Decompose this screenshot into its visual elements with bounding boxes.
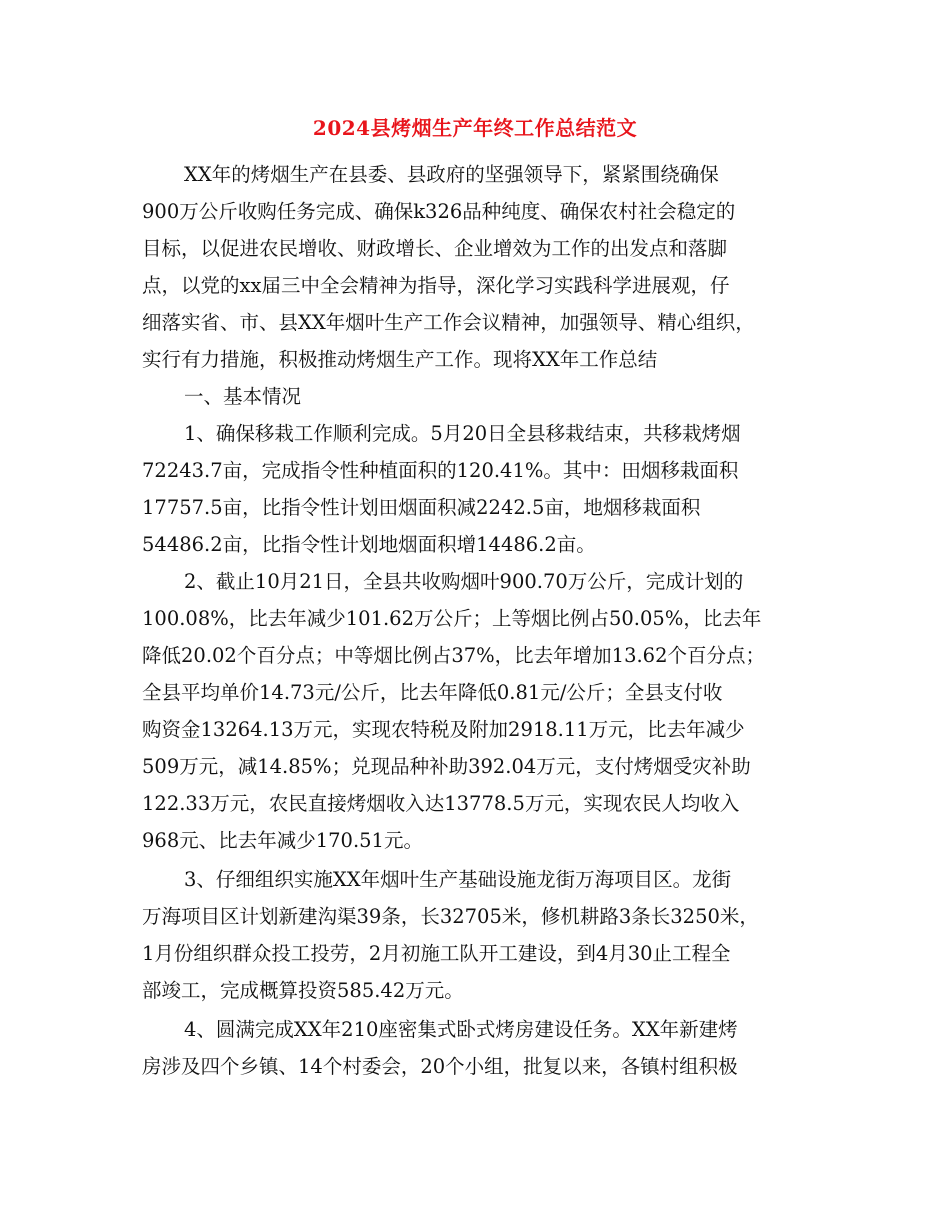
item-1-line-3: 17757.5亩，比指令性计划田烟面积减2242.5亩，地烟移栽面积 <box>142 496 701 519</box>
item-2-line-7: 122.33万元，农民直接烤烟收入达13778.5万元，实现农民人均收入 <box>142 792 740 815</box>
section-heading-basic-situation: 一、基本情况 <box>184 385 302 408</box>
item-3-line-4: 部竣工，完成概算投资585.42万元。 <box>142 979 464 1002</box>
item-2-line-1: 2、截止10月21日，全县共收购烟叶900.70万公斤，完成计划的 <box>184 570 744 593</box>
paragraph-intro-line-5: 细落实省、市、县XX年烟叶生产工作会议精神，加强领导、精心组织， <box>142 311 755 334</box>
item-3-line-3: 1月份组织群众投工投劳，2月初施工队开工建设，到4月30止工程全 <box>142 942 731 965</box>
item-3-line-1: 3、仔细组织实施XX年烟叶生产基础设施龙街万海项目区。龙街 <box>184 868 732 891</box>
item-2-line-3: 降低20.02个百分点；中等烟比例占37%，比去年增加13.62个百分点； <box>142 644 765 667</box>
item-1-line-1: 1、确保移栽工作顺利完成。5月20日全县移栽结束，共移栽烤烟 <box>184 422 741 445</box>
paragraph-intro-line-6: 实行有力措施，积极推动烤烟生产工作。现将XX年工作总结 <box>142 348 658 371</box>
paragraph-intro-line-1: XX年的烤烟生产在县委、县政府的坚强领导下，紧紧围绕确保 <box>184 163 719 186</box>
item-2-line-6: 509万元，减14.85%；兑现品种补助392.04万元，支付烤烟受灾补助 <box>142 755 751 778</box>
item-4-line-2: 房涉及四个乡镇、14个村委会，20个小组，批复以来，各镇村组积极 <box>142 1055 738 1078</box>
item-2-line-5: 购资金13264.13万元，实现农特税及附加2918.11万元，比去年减少 <box>142 718 745 741</box>
item-2-line-2: 100.08%，比去年减少101.62万公斤；上等烟比例占50.05%，比去年 <box>142 607 762 630</box>
item-1-line-2: 72243.7亩，完成指令性种植面积的120.41%。其中：田烟移栽面积 <box>142 459 739 482</box>
document-body <box>142 156 810 1085</box>
paragraph-intro-line-2: 900万公斤收购任务完成、确保k326品种纯度、确保农村社会稳定的 <box>142 200 736 223</box>
document-title: 2024县烤烟生产年终工作总结范文 <box>312 116 638 140</box>
item-3-line-2: 万海项目区计划新建沟渠39条，长32705米，修机耕路3条长3250米， <box>142 905 759 928</box>
paragraph-intro-line-3: 目标，以促进农民增收、财政增长、企业增效为工作的出发点和落脚 <box>142 237 728 260</box>
paragraph-intro-line-4: 点，以党的xx届三中全会精神为指导，深化学习实践科学进展观，仔 <box>142 274 730 297</box>
item-4-line-1: 4、圆满完成XX年210座密集式卧式烤房建设任务。XX年新建烤 <box>184 1018 738 1041</box>
item-2-line-4: 全县平均单价14.73元/公斤，比去年降低0.81元/公斤；全县支付收 <box>142 681 723 704</box>
item-2-line-8: 968元、比去年减少170.51元。 <box>142 829 423 852</box>
item-1-line-4: 54486.2亩，比指令性计划地烟面积增14486.2亩。 <box>142 533 596 556</box>
